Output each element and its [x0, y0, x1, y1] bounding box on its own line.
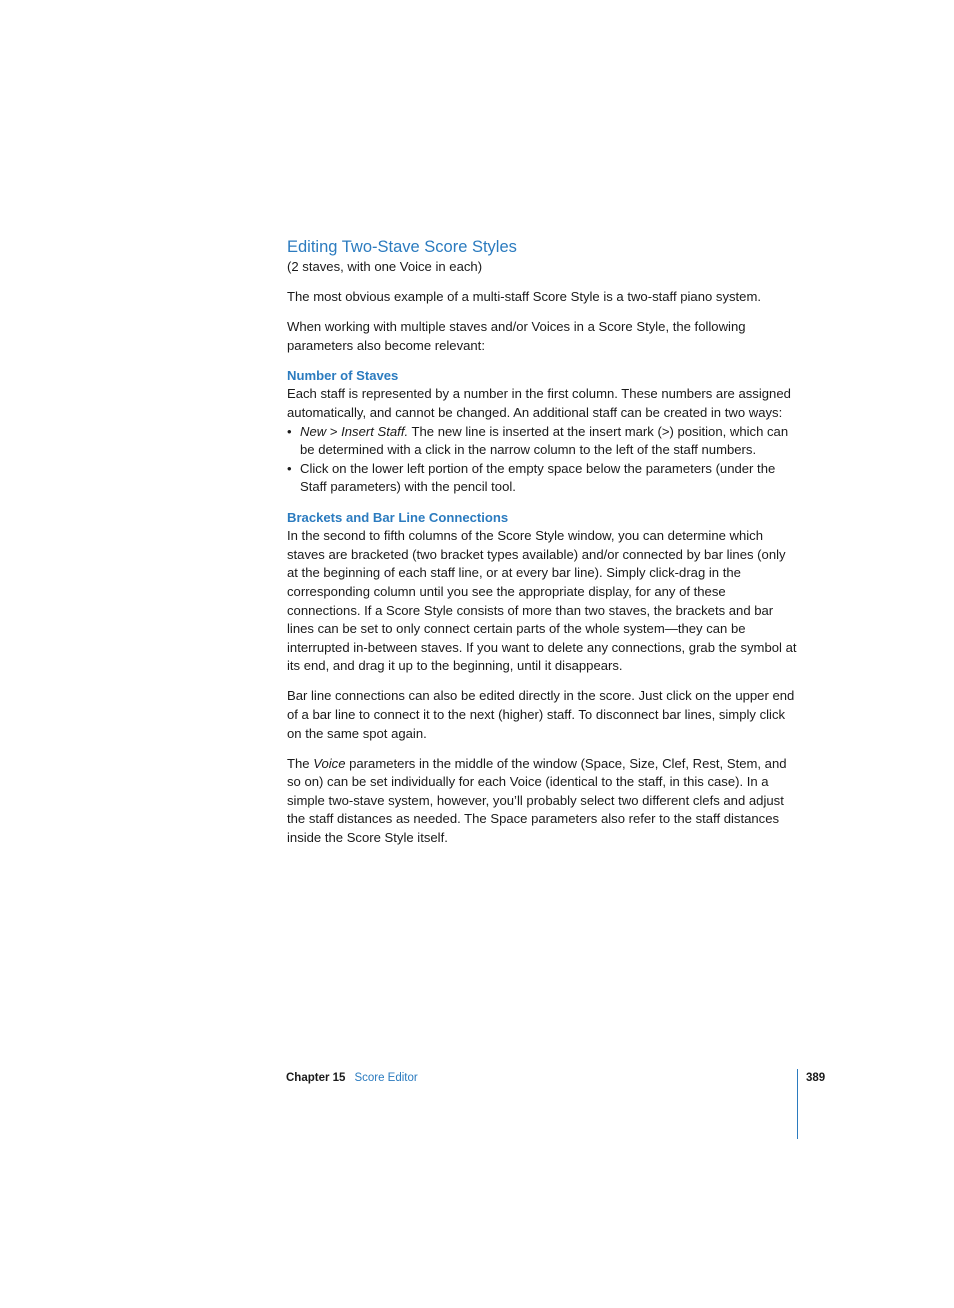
bullet-icon: • — [287, 423, 292, 439]
page-number: 389 — [806, 1072, 826, 1084]
list-item — [287, 460, 799, 497]
number-of-staves-body: Each staff is represented by a number in the first column. These numbers are assigned automatically, and cannot be changed. An additional staff can be created in two ways: — [287, 386, 791, 421]
menu-path-separator: > — [326, 423, 342, 439]
brackets-heading: Brackets and Bar Line Connections — [287, 509, 509, 525]
menu-path-new: New — [300, 423, 327, 439]
chapter-label: Chapter 15 — [286, 1072, 346, 1084]
number-of-staves-heading: Number of Staves — [287, 367, 399, 383]
brackets-paragraph-1: In the second to fifth columns of the Score Style window, you can determine which staves are bracketed (two bracket types available) and/or connected by bar lines (only at the beginning of each staff line, or at every bar line). Simply click-drag in the corresponding column until you see the appropriate display, for any of these connections. If a Score Style consists of more than two staves, the brackets and bar lines can be set to only connect certain parts of the whole system—they can be interrupted in-between staves. If you want to delete any connections, grab the symbol at its end, and drag it up to the beginning, until it disappears. — [287, 528, 797, 674]
page-footer — [286, 1070, 418, 1086]
footer-divider — [797, 1069, 798, 1139]
menu-path-insert-staff: Insert Staff. — [341, 423, 409, 439]
chapter-title: Score Editor — [354, 1072, 418, 1084]
bullet-icon: • — [287, 460, 292, 476]
voice-paragraph-lead: The — [287, 755, 314, 771]
section-heading: Editing Two-Stave Score Styles — [287, 238, 517, 256]
section-subheading: (2 staves, with one Voice in each) — [287, 259, 483, 274]
brackets-paragraph-2: Bar line connections can also be edited directly in the score. Just click on the upper end of a bar line to connect it to the next (higher) staff. To disconnect bar lines, simply click on the same spot again. — [287, 688, 795, 741]
voice-paragraph-text: parameters in the middle of the window (Space, Size, Clef, Rest, Stem, and so on) can be set individually for each Voice (identical to the staff, in this case). In a simple two-stave system, however, you’ll probably select two different clefs and adjust the staff distances as needed. The Space parameters also refer to the staff distances inside the Score Style itself. — [287, 755, 787, 846]
voice-term: Voice — [313, 755, 346, 771]
list-item-text: The new line is inserted at the insert mark (>) position, which can be determined with a click in the narrow column to the left of the staff numbers. — [300, 423, 789, 458]
intro-paragraph-1: The most obvious example of a multi-staff Score Style is a two-staff piano system. — [287, 289, 762, 305]
intro-paragraph-2: When working with multiple staves and/or Voices in a Score Style, the following parameters also become relevant: — [287, 319, 746, 353]
list-item — [287, 423, 799, 460]
voice-paragraph — [287, 755, 799, 848]
page-content — [287, 236, 799, 859]
staff-creation-list — [287, 423, 799, 497]
list-item-text: Click on the lower left portion of the empty space below the parameters (under the Staff parameters) with the pencil tool. — [300, 460, 776, 495]
